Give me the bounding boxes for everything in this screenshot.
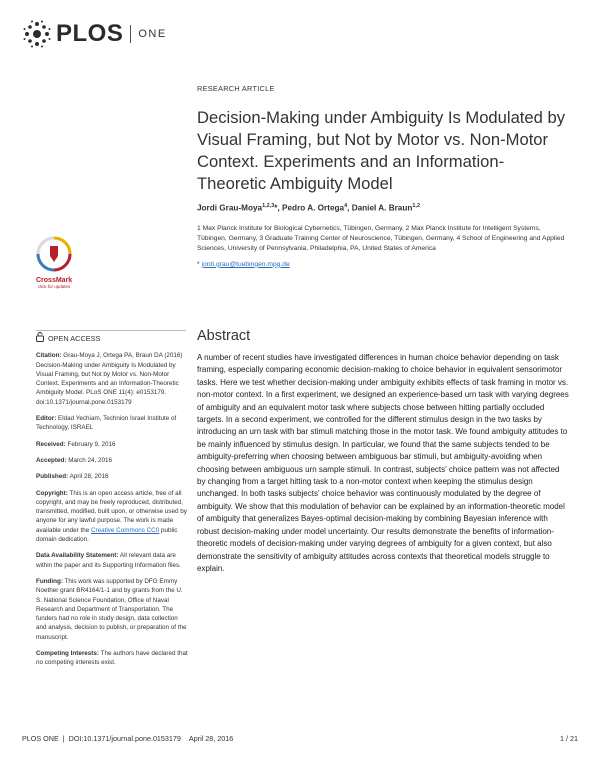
article-info-sidebar <box>36 332 188 675</box>
editor-text: Eldad Yechiam, Technion Israel Institute of Technology, ISRAEL <box>36 415 177 432</box>
funding <box>36 577 188 642</box>
competing-interests-text: The authors have declared that no competing interests exist. <box>36 650 188 667</box>
crossmark-sub: click for updates <box>37 284 71 289</box>
page-number: 1 / 21 <box>560 734 578 743</box>
accepted-label: Accepted: <box>36 456 67 464</box>
main-column <box>197 84 569 268</box>
citation <box>36 351 188 407</box>
author-list: Jordi Grau-Moya$^{1,2,3}$*, Pedro A. Ortega$^4$, Daniel A. Braun$^{1,2}$ <box>197 203 421 213</box>
received <box>36 440 188 449</box>
published-date: April 28, 2016 <box>69 473 109 481</box>
competing-interests-label: Competing Interests: <box>36 650 99 658</box>
citation-text: Grau-Moya J, Ortega PA, Braun DA (2016) Decision-Making under Ambiguity Is Modulated by Visual Framing, but Not by Motor vs. Non-Motor Context. Experiments and an Information-Theoretic Ambiguity Model. PLoS ONE 11(4): e0153179. doi:10.1371/journal.pone.0153179 <box>36 352 183 406</box>
copyright-text: This is an open access article, free of all copyright, and may be freely reproduced, distributed, transmitted, modified, built upon, or otherwise used by anyone for any lawful purpose. The work is made available under the <box>36 489 187 534</box>
sidebar-divider <box>36 330 186 331</box>
affiliations: 1 Max Planck Institute for Biological Cybernetics, Tübingen, Germany, 2 Max Planck Institute for Intelligent Systems, Tübingen, Germany, 3 Graduate Training Center of Neuroscience, Tübingen, Germany, 4 School of Engineering and Applied Sciences, University of Pennsylvania, Philadelphia, PA, United States of America <box>197 224 565 252</box>
accepted <box>36 456 188 465</box>
corresponding-email <box>197 261 569 268</box>
citation-label: Citation: <box>36 352 62 360</box>
author-affil-sup: 1,2,3 <box>262 203 275 209</box>
author-affil-sup: 4 <box>344 203 348 209</box>
editor <box>36 414 188 433</box>
logo-text: PLOS <box>56 20 124 47</box>
article-title: Decision-Making under Ambiguity Is Modulated by Visual Framing, but Not by Motor vs. Non-Motor Context. Experiments and an Information-Theoretic Ambiguity Model <box>197 108 566 193</box>
author-name[interactable]: Pedro A. Ortega <box>282 203 345 213</box>
data-availability <box>36 551 188 570</box>
journal-name: ONE <box>138 28 167 40</box>
article-type: RESEARCH ARTICLE <box>197 84 275 93</box>
crossmark-badge[interactable] <box>36 236 72 289</box>
footer-journal: PLOS ONE <box>22 734 59 743</box>
open-lock-icon <box>36 332 44 344</box>
author-affil-sup: 1,2 <box>412 203 421 209</box>
accepted-date: March 24, 2016 <box>68 456 112 464</box>
plos-logo-icon <box>22 19 52 49</box>
copyright-label: Copyright: <box>36 489 68 497</box>
author-marker: * <box>274 203 278 213</box>
published <box>36 472 188 481</box>
published-label: Published: <box>36 473 69 481</box>
footer-separator: | <box>62 734 65 743</box>
page-footer <box>22 734 578 743</box>
author-name[interactable]: Jordi Grau-Moya <box>197 203 263 213</box>
funding-text: This work was supported by DFG Emmy Noether grant BR4164/1-1 and by grants from the U. S. National Science Foundation, Office of Naval Research and Department of Transportation. The funders had no role in study design, data collection and analysis, decision to publish, or preparation of the manuscript. <box>36 577 187 641</box>
footer-doi: DOI:10.1371/journal.pone.0153179 <box>68 734 181 743</box>
email-marker: * <box>197 260 200 268</box>
copyright-text-end: public domain dedication. <box>36 526 178 544</box>
footer-date: April 28, 2016 <box>188 734 234 743</box>
email-link[interactable]: jordi.grau@tuebingen.mpg.de <box>201 260 290 268</box>
funding-label: Funding: <box>36 577 63 585</box>
competing-interests <box>36 649 188 668</box>
received-date: February 9, 2016 <box>67 440 116 448</box>
cc0-license-link[interactable]: Creative Commons CC0 <box>90 526 160 534</box>
abstract-text: A number of recent studies have investigated differences in human choice behavior depending on task framing, especially comparing economic decision-making to choice behavior in equivalent sensorimotor tasks. Here we test whether decision-making under ambiguity exhibits effects of task framing in motor vs. non-motor context. In a first experiment, we designed an experience-based urn task with varying degrees of ambiguity and an equivalent motor task where subjects chose between hitting partially occluded targets. In a second experiment, we controlled for the different stimulus design in the two tasks by introducing an urn task with bar stimuli matching those in the motor task. We found ambiguity attitudes to be mainly influenced by stimulus design. In particular, we found that the same subjects tended to be ambiguity-preferring when choosing between ambiguous bar stimuli, but ambiguity-avoiding when choosing between ambiguous urn sample stimuli. In contrast, subjects' choice pattern was not affected by changing from a target hitting task to a non-motor context when keeping the stimulus design unchanged. In both tasks subjects' choice behavior was continuously modulated by the degree of ambiguity. We show that this modulation of behavior can be explained by an information-theoretic model of ambiguity that generalizes Bayes-optimal decision-making by combining Bayesian inference with robust decision-making under model uncertainty. Our results demonstrate the benefits of information-theoretic models of decision-making under varying degrees of ambiguity for a given context, but also demonstrate the sensitivity of ambiguity attitudes across contexts that theoretical models struggle to explain. <box>197 353 569 573</box>
abstract-heading: Abstract <box>197 328 251 344</box>
logo-separator <box>130 25 131 43</box>
data-availability-text: All relevant data are within the paper and its Supporting Information files. <box>36 552 181 569</box>
journal-header <box>22 14 167 54</box>
footer-citation <box>22 734 235 743</box>
open-access-label: OPEN ACCESS <box>48 333 101 343</box>
received-label: Received: <box>36 440 66 448</box>
editor-label: Editor: <box>36 415 57 423</box>
crossmark-label: CrossMark <box>36 277 73 284</box>
open-access-badge <box>36 332 188 344</box>
copyright <box>36 489 188 545</box>
crossmark-icon <box>36 236 72 272</box>
author-name[interactable]: Daniel A. Braun <box>351 203 413 213</box>
data-availability-label: Data Availability Statement: <box>36 552 119 560</box>
